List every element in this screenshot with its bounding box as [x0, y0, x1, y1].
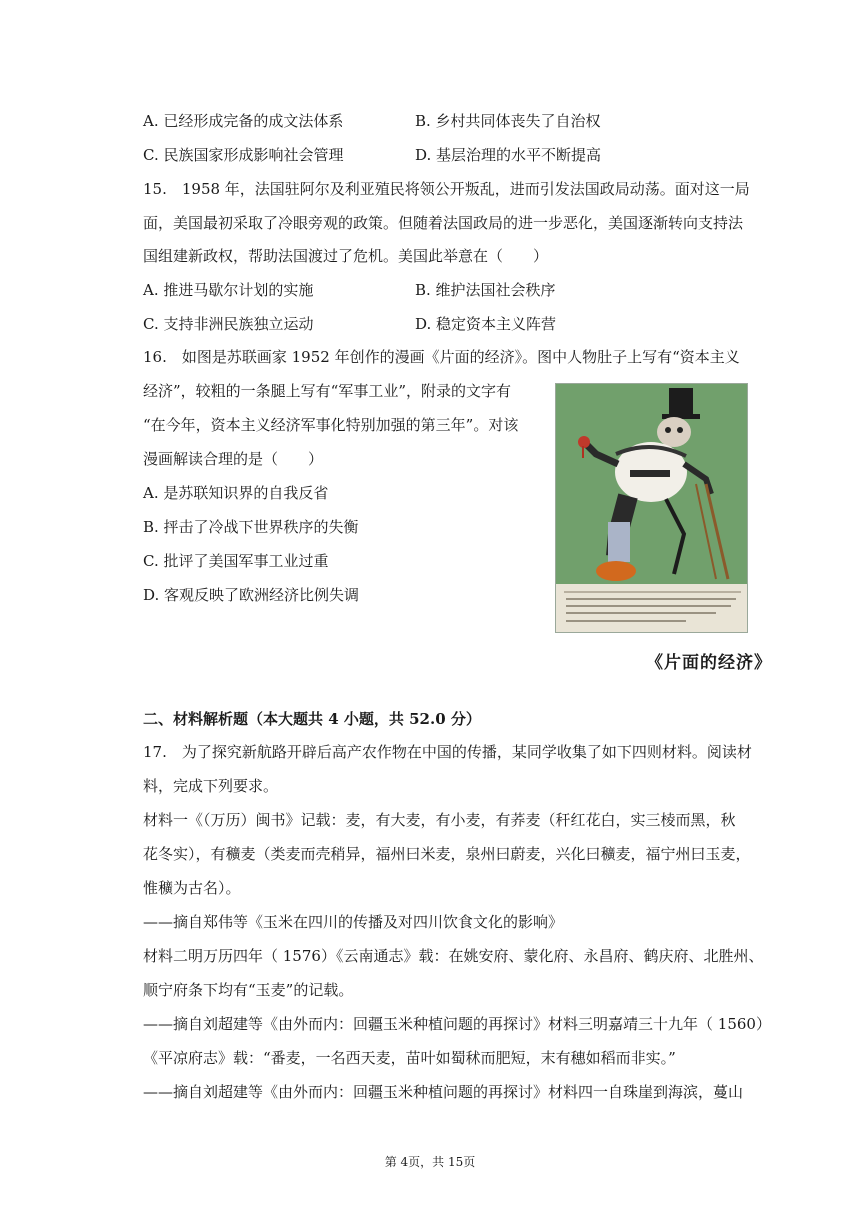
q17-line: 材料二明万历四年（ 1576）《云南通志》载：在姚安府、蒙化府、永昌府、鹤庆府、北胜州、 — [143, 947, 764, 965]
q16-stem-line: 16. 如图是苏联画家 1952 年创作的漫画《片面的经济》。图中人物肚子上写有“资本主义 — [143, 348, 740, 366]
q14-option-b: B. 乡村共同体丧失了自治权 — [415, 112, 601, 130]
q15-option-c: C. 支持非洲民族独立运动 — [143, 315, 314, 333]
q16-option-a: A. 是苏联知识界的自我反省 — [143, 484, 329, 502]
q15-stem-line: 15. 1958 年，法国驻阿尔及利亚殖民将领公开叛乱，进而引发法国政局动荡。面对这一局 — [143, 180, 750, 198]
page-footer: 第 4页，共 15页 — [384, 1155, 476, 1169]
q14-option-a: A. 已经形成完备的成文法体系 — [143, 112, 344, 130]
q16-option-d: D. 客观反映了欧洲经济比例失调 — [143, 586, 360, 604]
section-heading: 二、材料解析题（本大题共 4 小题，共 52.0 分） — [143, 710, 481, 728]
cartoon-illustration — [556, 384, 748, 633]
cartoon-caption: 《片面的经济》 — [646, 653, 772, 673]
q15-option-a: A. 推进马歇尔计划的实施 — [143, 281, 314, 299]
q17-line: 惟穬为古名）。 — [143, 879, 241, 897]
q16-stem-line: “在今年，资本主义经济军事化特别加强的第三年”。对该 — [143, 416, 519, 434]
q15-stem-line: 面，美国最初采取了冷眼旁观的政策。但随着法国政局的进一步恶化，美国逐渐转向支持法 — [143, 214, 744, 232]
q17-line: 顺宁府条下均有“玉麦”的记载。 — [143, 981, 354, 999]
q16-option-c: C. 批评了美国军事工业过重 — [143, 552, 329, 570]
q14-option-c: C. 民族国家形成影响社会管理 — [143, 146, 344, 164]
q17-line: ——摘自刘超建等《由外而内：回疆玉米种植问题的再探讨》材料三明嘉靖三十九年（ 1560） — [143, 1015, 771, 1033]
q17-line: ——摘自郑伟等《玉米在四川的传播及对四川饮食文化的影响》 — [143, 913, 564, 931]
q14-option-d: D. 基层治理的水平不断提高 — [415, 146, 602, 164]
q17-line: ——摘自刘超建等《由外而内：回疆玉米种植问题的再探讨》材料四一自珠崖到海滨，蔓山 — [143, 1083, 744, 1101]
q17-line: 花冬实），有穬麦（类麦而壳稍异，福州曰米麦，泉州曰蔚麦，兴化曰穬麦，福宁州曰玉麦， — [143, 845, 751, 863]
q16-stem-line: 漫画解读合理的是（ ） — [143, 450, 324, 468]
q17-line: 材料一《（万历）闽书》记载：麦，有大麦，有小麦，有荞麦（秆红花白，实三棱而黑，秋 — [143, 811, 736, 829]
q15-option-b: B. 维护法国社会秩序 — [415, 281, 556, 299]
q16-stem-line: 经济”，较粗的一条腿上写有“军事工业”，附录的文字有 — [143, 382, 512, 400]
q15-stem-line: 国组建新政权，帮助法国渡过了危机。美国此举意在（ ） — [143, 247, 549, 265]
q17-line: 《平凉府志》载：“番麦，一名西天麦，苗叶如蜀秫而肥短，末有穗如稻而非实。” — [143, 1049, 676, 1067]
q17-line: 17. 为了探究新航路开辟后高产农作物在中国的传播，某同学收集了如下四则材料。阅读材 — [143, 743, 752, 761]
q15-option-d: D. 稳定资本主义阵营 — [415, 315, 557, 333]
cartoon-image — [555, 383, 748, 633]
q17-line: 料，完成下列要求。 — [143, 777, 279, 795]
q16-option-b: B. 抨击了冷战下世界秩序的失衡 — [143, 518, 359, 536]
